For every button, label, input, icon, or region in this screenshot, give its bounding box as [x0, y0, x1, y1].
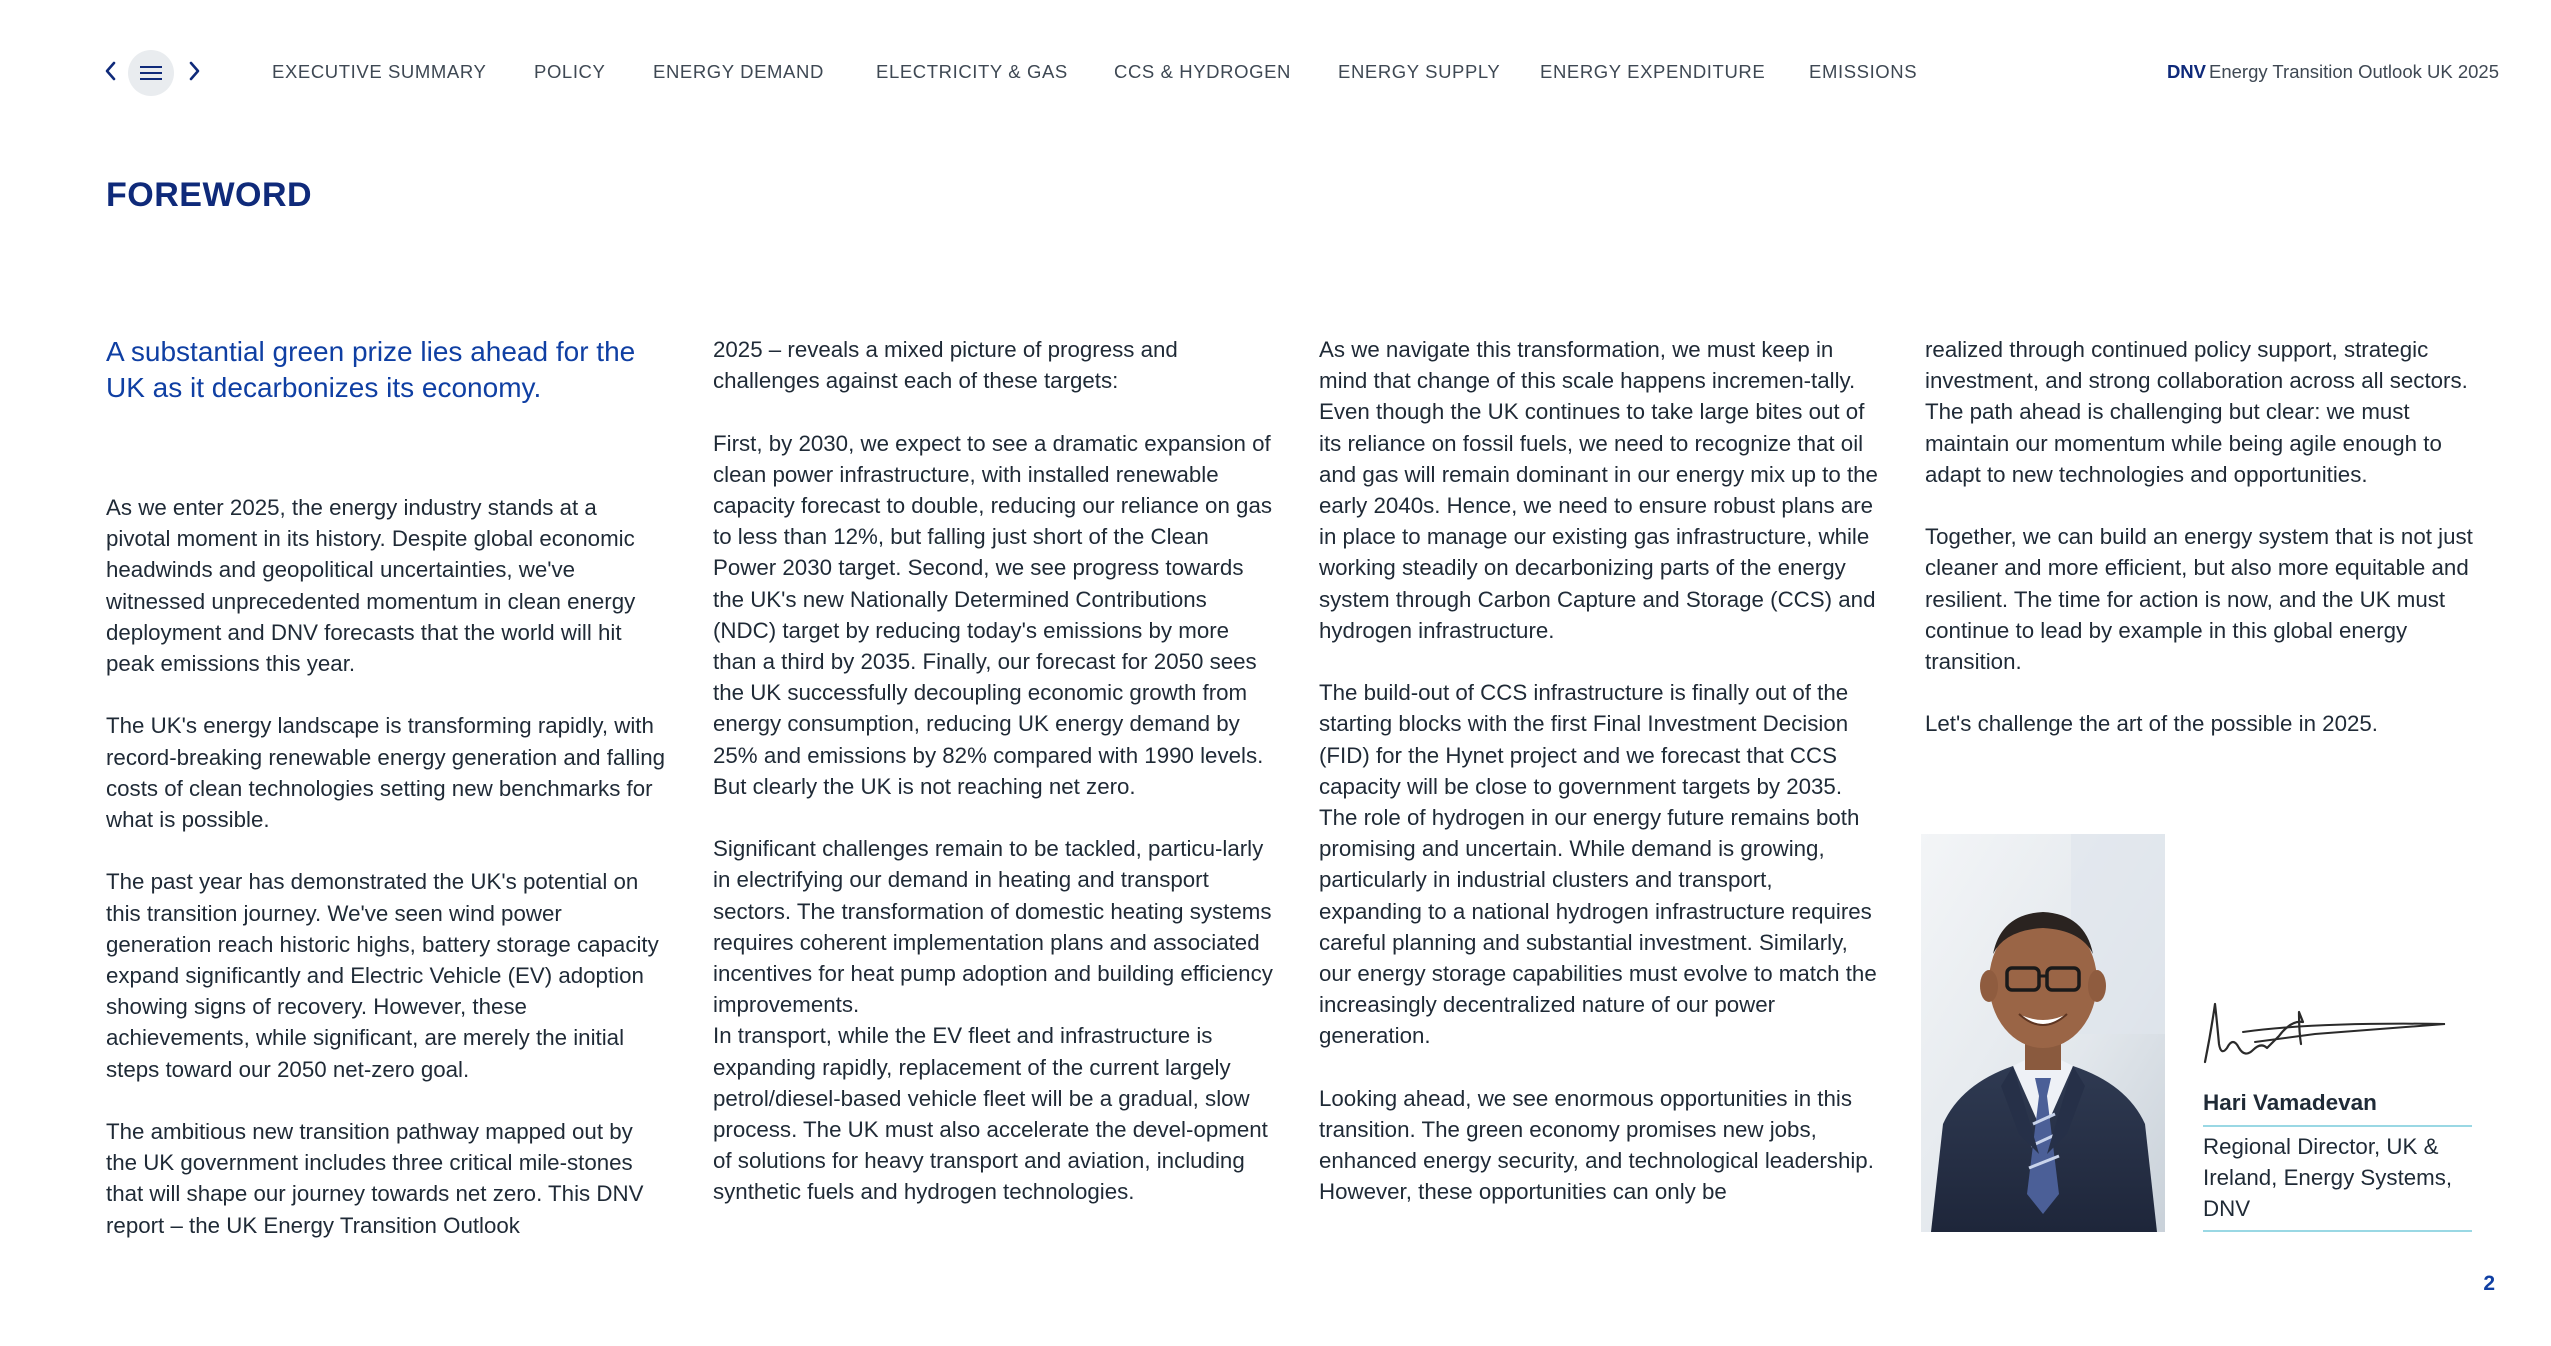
nav-policy[interactable]: POLICY — [534, 61, 606, 82]
nav-emissions[interactable]: EMISSIONS — [1809, 61, 1918, 82]
page-title: FOREWORD — [106, 176, 313, 214]
portrait-photo — [1921, 834, 2165, 1232]
paragraph: 2025 – reveals a mixed picture of progress and challenges against each of these targets: — [713, 337, 1178, 394]
lead-statement: A substantial green prize lies ahead for the UK as it decarbonizes its economy. — [106, 336, 636, 403]
chevron-left-icon[interactable] — [95, 56, 125, 86]
paragraph: Looking ahead, we see enormous opportunities in this transition. The green economy promises new jobs, enhanced energy security, and technological leadership. However, these opportunities can only be — [1319, 1085, 1874, 1205]
nav-ccs-hydrogen[interactable]: CCS & HYDROGEN — [1114, 61, 1291, 82]
text-column-1 — [106, 334, 666, 1241]
signatory-role: Regional Director, UK & Ireland, Energy Systems, DNV — [2203, 1134, 2453, 1222]
text-column-3 — [1319, 334, 1879, 1208]
hamburger-menu-icon[interactable] — [128, 50, 174, 96]
paragraph: In transport, while the EV fleet and infrastructure is expanding rapidly, replacement of the current largely petrol/diesel-based vehicle fleet will be a gradual, slow process. The UK must also accelerate the devel-opment of solutions for heavy transport and aviation, including synthetic fuels and hydrogen technologies. — [713, 1023, 1268, 1205]
nav-electricity-gas[interactable]: ELECTRICITY & GAS — [876, 61, 1068, 82]
signatory-name: Hari Vamadevan — [2203, 1090, 2377, 1115]
role-divider — [2203, 1230, 2472, 1232]
dnv-logo: DNV — [2166, 61, 2206, 82]
brand-title — [2167, 61, 2499, 83]
top-navigation — [0, 0, 2551, 140]
nav-energy-supply[interactable]: ENERGY SUPPLY — [1338, 61, 1501, 82]
paragraph: As we navigate this transformation, we must keep in mind that change of this scale happens incremen-tally. Even though the UK continues to take large bites out of its reliance on fossil fuels, we need to recognize that oil and gas will remain dominant in our energy mix up to the early 2040s. Hence, we need to ensure robust plans are in place to manage our existing gas infrastructure, while working steadily on decarbonizing parts of the energy system through Carbon Capture and Storage (CCS) and hydrogen infrastructure. — [1319, 337, 1878, 643]
paragraph: As we enter 2025, the energy industry stands at a pivotal moment in its history. Despite global economic headwinds and geopolitical uncertainties, we've witnessed unprecedented momentum in clean energy deployment and DNV forecasts that the world will hit peak emissions this year. — [106, 495, 636, 677]
paragraph: The past year has demonstrated the UK's potential on this transition journey. We've seen wind power generation reach historic highs, battery storage capacity expand significantly and Electric Vehicle (EV) adoption showing signs of recovery. However, these achievements, while significant, are merely the initial steps toward our 2050 net-zero goal. — [106, 869, 659, 1082]
paragraph: The build-out of CCS infrastructure is finally out of the starting blocks with the first Final Investment Decision (FID) for the Hynet project and we forecast that CCS capacity will be close to government targets by 2035. The role of hydrogen in our energy future remains both promising and uncertain. While demand is growing, particularly in industrial clusters and transport, expanding to a national hydrogen infrastructure requires careful planning and substantial investment. Similarly, our energy storage capabilities must evolve to match the increasingly decentralized nature of our power generation. — [1319, 680, 1877, 1049]
nav-energy-demand[interactable]: ENERGY DEMAND — [653, 61, 824, 82]
text-column-2 — [713, 334, 1273, 1208]
chevron-right-icon[interactable] — [180, 56, 210, 86]
paragraph: First, by 2030, we expect to see a dramatic expansion of clean power infrastructure, with installed renewable capacity forecast to double, reducing our reliance on gas to less than 12%, but falling just short of the Clean Power 2030 target. Second, we see progress towards the UK's new Nationally Determined Contributions (NDC) target by reducing today's emissions by more than a third by 2035. Finally, our forecast for 2050 sees the UK successfully decoupling economic growth from energy consumption, reducing UK energy demand by 25% and emissions by 82% compared with 1990 levels. But clearly the UK is not reaching net zero. — [713, 430, 1273, 799]
paragraph: Let's challenge the art of the possible in 2025. — [1925, 711, 2378, 737]
page-number: 2 — [2483, 1272, 2495, 1295]
paragraph: realized through continued policy support, strategic investment, and strong collaboration across all sectors. The path ahead is challenging but clear: we must maintain our momentum while being agile enough to adapt to new technologies and opportunities. — [1925, 337, 2468, 487]
report-title: Energy Transition Outlook UK 2025 — [2209, 61, 2499, 82]
name-divider — [2203, 1125, 2472, 1127]
nav-energy-expenditure[interactable]: ENERGY EXPENDITURE — [1540, 61, 1766, 82]
text-column-4 — [1925, 334, 2495, 740]
paragraph: The ambitious new transition pathway mapped out by the UK government includes three critical mile-stones that will shape our journey towards net zero. This DNV report – the UK Energy Transition Outlook — [106, 1119, 644, 1238]
paragraph: The UK's energy landscape is transforming rapidly, with record-breaking renewable energy generation and falling costs of clean technologies setting new benchmarks for what is possible. — [106, 713, 666, 833]
paragraph: Together, we can build an energy system that is not just cleaner and more efficient, but also more equitable and resilient. The time for action is now, and the UK must continue to lead by example in this global energy transition. — [1925, 524, 2473, 675]
nav-executive-summary[interactable]: EXECUTIVE SUMMARY — [272, 61, 487, 82]
paragraph: Significant challenges remain to be tackled, particu-larly in electrifying our demand in heating and transport sectors. The transformation of domestic heating systems requires coherent implementation plans and associated incentives for heat pump adoption and building efficiency improvements. — [713, 836, 1273, 1018]
handwritten-signature — [2195, 992, 2451, 1072]
